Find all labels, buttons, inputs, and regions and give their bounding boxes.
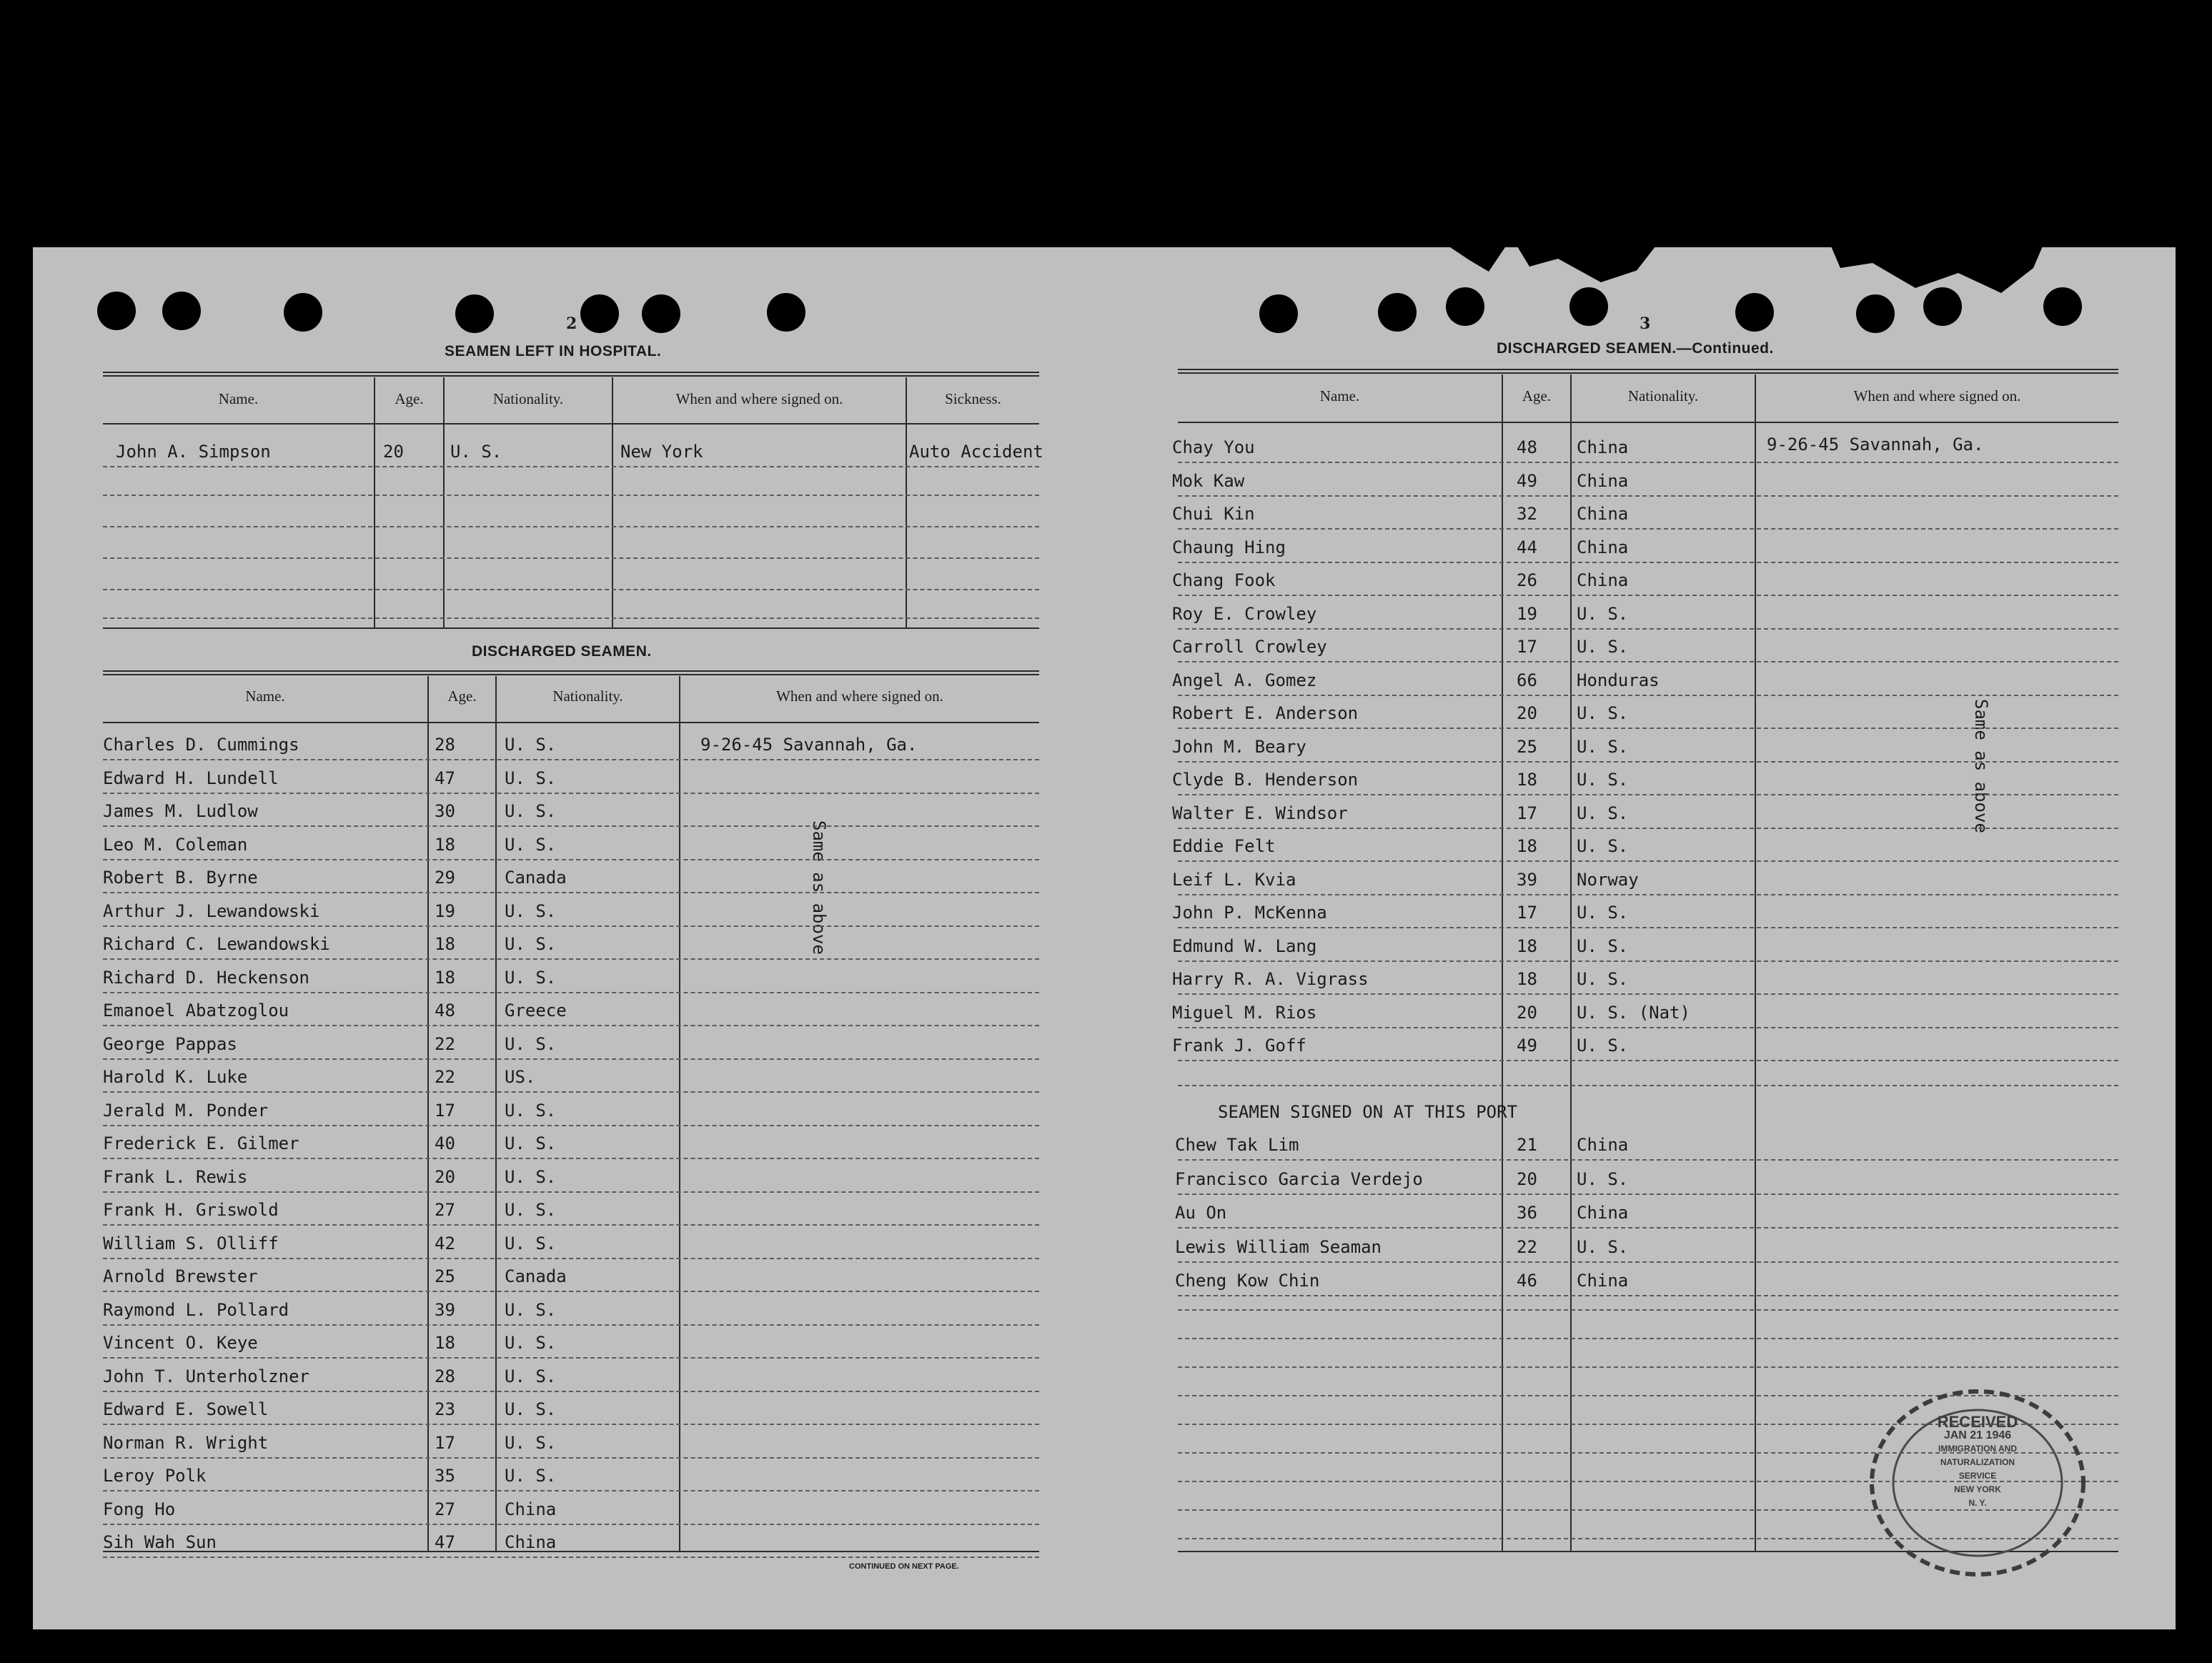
cell-name: Robert E. Anderson — [1172, 703, 1359, 723]
row-rule — [103, 1424, 1039, 1425]
continued-note: CONTINUED ON NEXT PAGE. — [849, 1562, 959, 1571]
cell-age: 17 — [1517, 803, 1537, 823]
cell-age: 27 — [435, 1499, 455, 1519]
cell-name: Richard D. Heckenson — [103, 967, 309, 988]
cell-name: John T. Unterholzner — [103, 1366, 309, 1386]
table-rule — [103, 1551, 1039, 1552]
cell-age: 28 — [435, 735, 455, 755]
cell-name: Frank J. Goff — [1172, 1036, 1306, 1056]
column-divider — [1502, 374, 1503, 1551]
cell-age: 22 — [1517, 1236, 1537, 1257]
row-rule — [103, 466, 1039, 467]
punch-hole — [580, 294, 619, 333]
cell-nationality: Canada — [505, 1266, 567, 1286]
cell-age: 49 — [1517, 1036, 1537, 1056]
cell-name: Charles D. Cummings — [103, 735, 299, 755]
row-rule — [103, 992, 1039, 993]
cell-age: 19 — [435, 900, 455, 921]
cell-nationality: U. S. — [505, 900, 557, 921]
row-rule — [103, 1224, 1039, 1226]
cell-name: Chew Tak Lim — [1175, 1135, 1299, 1155]
stamp-text: IMMIGRATION AND — [1938, 1444, 2017, 1454]
column-divider — [427, 676, 429, 1551]
cell-nationality: China — [1577, 470, 1629, 491]
cell-age: 48 — [1517, 437, 1537, 457]
row-rule — [103, 1058, 1039, 1060]
punch-hole — [767, 293, 805, 332]
cell-age: 66 — [1517, 670, 1537, 690]
table-rule — [103, 627, 1039, 629]
cell-name: Edward E. Sowell — [103, 1399, 269, 1419]
row-rule — [1178, 860, 2118, 862]
cell-name: Eddie Felt — [1172, 836, 1276, 856]
cell-age: 19 — [1517, 603, 1537, 624]
cell-name: Chang Fook — [1172, 570, 1276, 590]
row-rule — [103, 892, 1039, 893]
cell-age: 47 — [435, 768, 455, 788]
cell-name: Chui Kin — [1172, 504, 1255, 524]
column-header-nationality: Nationality. — [1627, 387, 1699, 404]
cell-nationality: U. S. — [505, 1366, 557, 1386]
row-rule — [103, 1191, 1039, 1193]
punch-hole — [1446, 287, 1484, 326]
cell-name: Angel A. Gomez — [1172, 670, 1317, 690]
row-rule — [1178, 628, 2118, 630]
row-rule — [103, 1258, 1039, 1259]
stamp-text: NEW YORK — [1954, 1484, 2001, 1494]
column-header-nationality: Nationality. — [492, 390, 564, 407]
cell-name: Lewis William Seaman — [1175, 1236, 1382, 1257]
cell-age: 20 — [1517, 1002, 1537, 1023]
cell-nationality: Honduras — [1577, 670, 1660, 690]
cell-name: Carroll Crowley — [1172, 637, 1327, 657]
cell-nationality: China — [505, 1532, 557, 1552]
row-rule — [1178, 1159, 2118, 1161]
row-rule — [1178, 562, 2118, 563]
column-header-signed-on: When and where signed on. — [776, 687, 943, 705]
cell-name: Au On — [1175, 1203, 1227, 1223]
column-header-name: Name. — [1319, 387, 1360, 404]
column-header-age: Age. — [1522, 387, 1552, 404]
cell-age: 47 — [435, 1532, 455, 1552]
cell-nationality: U. S. — [505, 1100, 557, 1121]
cell-age: 18 — [435, 934, 455, 954]
cell-name: Leroy Polk — [103, 1466, 207, 1486]
cell-name: Francisco Garcia Verdejo — [1175, 1168, 1423, 1189]
punch-hole — [2043, 287, 2082, 326]
cell-age: 29 — [435, 868, 455, 888]
hospital-section-title: SEAMEN LEFT IN HOSPITAL. — [445, 343, 662, 359]
row-rule — [1178, 794, 2118, 795]
stamp-text: SERVICE — [1958, 1471, 1997, 1481]
row-rule — [1178, 1227, 2118, 1228]
cell-age: 20 — [435, 1166, 455, 1187]
cell-name: Chay You — [1172, 437, 1255, 457]
cell-nationality: China — [1577, 1135, 1629, 1155]
row-rule — [1178, 828, 2118, 829]
row-rule — [1178, 1309, 2118, 1311]
row-rule — [1178, 1366, 2118, 1368]
cell-age: 39 — [1517, 869, 1537, 890]
cell-name: Arthur J. Lewandowski — [103, 900, 320, 921]
row-rule — [103, 925, 1039, 927]
cell-age: 22 — [435, 1033, 455, 1054]
cell-nationality: U. S. — [505, 1033, 557, 1054]
table-rule — [103, 670, 1039, 675]
row-rule — [103, 617, 1039, 619]
row-rule — [1178, 927, 2118, 928]
cell-name: George Pappas — [103, 1033, 237, 1054]
column-header-signed-on: When and where signed on. — [675, 390, 843, 407]
page-number-left: 2 — [566, 314, 577, 333]
column-divider — [1570, 374, 1572, 1551]
cell-nationality: U. S. — [1577, 969, 1629, 989]
cell-name: Arnold Brewster — [103, 1266, 258, 1286]
cell-nationality: U. S. — [505, 934, 557, 954]
row-rule — [103, 1158, 1039, 1159]
cell-name: Sih Wah Sun — [103, 1532, 217, 1552]
table-rule — [103, 372, 1039, 377]
row-rule — [103, 1557, 1039, 1558]
row-rule — [1178, 1295, 2118, 1296]
cell-age: 18 — [1517, 935, 1537, 956]
column-divider — [679, 676, 680, 1551]
cell-age: 25 — [1517, 736, 1537, 757]
punch-hole — [1923, 287, 1962, 326]
cell-name: Leo M. Coleman — [103, 834, 248, 855]
cell-nationality: U. S. — [505, 1133, 557, 1153]
received-stamp — [1867, 1386, 2088, 1579]
cell-name: Edward H. Lundell — [103, 768, 279, 788]
cell-name: Jerald M. Ponder — [103, 1100, 269, 1121]
cell-name: William S. Olliff — [103, 1233, 279, 1254]
cell-name: Frank H. Griswold — [103, 1200, 279, 1220]
cell-age: 36 — [1517, 1203, 1537, 1223]
cell-name: Roy E. Crowley — [1172, 603, 1317, 624]
cell-age: 17 — [1517, 903, 1537, 923]
cell-age: 18 — [1517, 836, 1537, 856]
cell-age: 20 — [1517, 1168, 1537, 1189]
cell-nationality: U. S. — [505, 1399, 557, 1419]
row-rule — [103, 526, 1039, 527]
table-rule — [1178, 369, 2118, 374]
row-rule — [1178, 728, 2118, 729]
row-rule — [103, 1291, 1039, 1292]
punch-hole — [162, 292, 201, 330]
cell-nationality: U. S. — [1577, 603, 1629, 624]
cell-nationality: U. S. — [505, 967, 557, 988]
cell-nationality: China — [1577, 1271, 1629, 1291]
cell-nationality: China — [1577, 437, 1629, 457]
cell-age: 46 — [1517, 1271, 1537, 1291]
stamp-text: RECEIVED — [1937, 1413, 2018, 1431]
row-rule — [103, 759, 1039, 760]
cell-age: 35 — [435, 1466, 455, 1486]
cell-nationality: U. S. — [505, 1200, 557, 1220]
cell-age: 18 — [435, 967, 455, 988]
page-number-right: 3 — [1640, 314, 1651, 333]
cell-nationality: US. — [505, 1067, 536, 1087]
table-rule — [103, 722, 1039, 723]
cell-nationality: U. S. — [1577, 1236, 1629, 1257]
column-header-sickness: Sickness. — [945, 390, 1001, 407]
row-rule — [1178, 1085, 2118, 1086]
cell-nationality: U. S. — [1577, 770, 1629, 790]
cell-name: James M. Ludlow — [103, 801, 258, 821]
cell-age: 20 — [383, 442, 404, 462]
cell-nationality: U. S. — [505, 1299, 557, 1320]
cell-nationality: China — [1577, 570, 1629, 590]
row-rule — [103, 859, 1039, 860]
cell-name: John P. McKenna — [1172, 903, 1327, 923]
cell-name: Richard C. Lewandowski — [103, 934, 330, 954]
cell-name: Frederick E. Gilmer — [103, 1133, 299, 1153]
row-rule — [1178, 595, 2118, 596]
cell-age: 18 — [1517, 770, 1537, 790]
cell-nationality: U. S. — [1577, 1168, 1629, 1189]
row-rule — [1178, 761, 2118, 763]
row-rule — [103, 1357, 1039, 1359]
punch-hole — [1259, 294, 1298, 333]
row-rule — [103, 1125, 1039, 1126]
cell-nationality: U. S. — [505, 1166, 557, 1187]
row-rule — [1178, 894, 2118, 895]
cell-name: Clyde B. Henderson — [1172, 770, 1359, 790]
cell-nationality: U. S. — [505, 1432, 557, 1453]
cell-age: 40 — [435, 1133, 455, 1153]
row-rule — [1178, 462, 2118, 463]
column-header-signed-on: When and where signed on. — [1853, 387, 2021, 404]
column-divider — [1755, 374, 1756, 1551]
cell-age: 17 — [435, 1100, 455, 1121]
punch-hole — [1856, 294, 1895, 333]
cell-nationality: U. S. — [505, 1233, 557, 1254]
cell-nationality: China — [505, 1499, 557, 1519]
cell-signed-on: New York — [620, 442, 703, 462]
row-rule — [1178, 528, 2118, 530]
row-rule — [103, 1457, 1039, 1459]
punch-hole — [642, 294, 680, 333]
cell-age: 26 — [1517, 570, 1537, 590]
cell-name: Harold K. Luke — [103, 1067, 248, 1087]
row-rule — [103, 1025, 1039, 1026]
table-rule — [103, 423, 1039, 425]
cell-nationality: U. S. — [1577, 703, 1629, 723]
row-rule — [1178, 661, 2118, 662]
cell-age: 18 — [435, 1333, 455, 1353]
cell-sickness: Auto Accident — [909, 442, 1043, 462]
cell-age: 28 — [435, 1366, 455, 1386]
signed-on-value: 9-26-45 Savannah, Ga. — [1767, 435, 1984, 455]
row-rule — [1178, 993, 2118, 995]
cell-name: Chaung Hing — [1172, 537, 1286, 557]
cell-nationality: U. S. — [505, 801, 557, 821]
cell-nationality: Norway — [1577, 869, 1639, 890]
cell-nationality: U. S. — [1577, 836, 1629, 856]
cell-name: Frank L. Rewis — [103, 1166, 248, 1187]
same-as-above-note: Same as above — [809, 820, 829, 955]
row-rule — [103, 1091, 1039, 1093]
cell-nationality: U. S. — [505, 834, 557, 855]
cell-age: 39 — [435, 1299, 455, 1320]
cell-nationality: Canada — [505, 868, 567, 888]
cell-nationality: U. S. — [450, 442, 502, 462]
discharged-section-title: DISCHARGED SEAMEN. — [472, 643, 652, 660]
row-rule — [103, 1391, 1039, 1392]
row-rule — [1178, 1261, 2118, 1263]
punch-hole — [97, 292, 136, 330]
cell-name: Leif L. Kvia — [1172, 869, 1296, 890]
column-header-name: Name. — [245, 687, 285, 705]
cell-nationality: Greece — [505, 1001, 567, 1021]
cell-age: 32 — [1517, 504, 1537, 524]
column-header-nationality: Nationality. — [552, 687, 623, 705]
cell-nationality: U. S. (Nat) — [1577, 1002, 1690, 1023]
cell-nationality: China — [1577, 537, 1629, 557]
cell-age: 25 — [435, 1266, 455, 1286]
cell-age: 18 — [1517, 969, 1537, 989]
punch-hole — [1569, 287, 1608, 326]
stamp-text: N. Y. — [1968, 1498, 1987, 1508]
punch-hole — [284, 293, 322, 332]
cell-age: 30 — [435, 801, 455, 821]
cell-name: Walter E. Windsor — [1172, 803, 1348, 823]
cell-name: Miguel M. Rios — [1172, 1002, 1317, 1023]
punch-hole — [455, 294, 494, 333]
cell-nationality: U. S. — [505, 1466, 557, 1486]
cell-name: Raymond L. Pollard — [103, 1299, 289, 1320]
cell-name: Cheng Kow Chin — [1175, 1271, 1320, 1291]
discharged-continued-title: DISCHARGED SEAMEN.—Continued. — [1497, 340, 1774, 357]
table-rule — [1178, 422, 2118, 423]
cell-age: 23 — [435, 1399, 455, 1419]
cell-age: 49 — [1517, 470, 1537, 491]
cell-name: Vincent O. Keye — [103, 1333, 258, 1353]
cell-nationality: U. S. — [505, 768, 557, 788]
cell-nationality: U. S. — [1577, 903, 1629, 923]
cell-nationality: China — [1577, 1203, 1629, 1223]
stamp-text: JAN 21 1946 — [1943, 1429, 2012, 1441]
cell-name: Edmund W. Lang — [1172, 935, 1317, 956]
row-rule — [103, 1524, 1039, 1525]
column-header-name: Name. — [218, 390, 259, 407]
cell-age: 44 — [1517, 537, 1537, 557]
punch-hole — [1735, 293, 1774, 332]
cell-nationality: U. S. — [505, 735, 557, 755]
cell-name: John M. Beary — [1172, 736, 1306, 757]
row-rule — [103, 825, 1039, 827]
cell-name: Mok Kaw — [1172, 470, 1245, 491]
stamp-text: NATURALIZATION — [1940, 1457, 2015, 1467]
cell-nationality: U. S. — [1577, 1036, 1629, 1056]
cell-nationality: U. S. — [1577, 637, 1629, 657]
cell-nationality: U. S. — [1577, 935, 1629, 956]
cell-age: 48 — [435, 1001, 455, 1021]
cell-name: Harry R. A. Vigrass — [1172, 969, 1369, 989]
signed-on-value: 9-26-45 Savannah, Ga. — [700, 735, 918, 755]
row-rule — [1178, 495, 2118, 497]
cell-age: 17 — [1517, 637, 1537, 657]
cell-name: Norman R. Wright — [103, 1432, 269, 1453]
cell-age: 21 — [1517, 1135, 1537, 1155]
cell-age: 17 — [435, 1432, 455, 1453]
row-rule — [103, 495, 1039, 496]
column-divider — [495, 676, 497, 1551]
cell-age: 18 — [435, 834, 455, 855]
row-rule — [1178, 1338, 2118, 1339]
cell-name: John A. Simpson — [116, 442, 271, 462]
cell-age: 27 — [435, 1200, 455, 1220]
cell-age: 42 — [435, 1233, 455, 1254]
row-rule — [1178, 1193, 2118, 1195]
row-rule — [103, 958, 1039, 960]
row-rule — [1178, 1060, 2118, 1061]
cell-nationality: China — [1577, 504, 1629, 524]
same-as-above-note: Same as above — [1971, 699, 1991, 833]
row-rule — [103, 1490, 1039, 1491]
row-rule — [103, 793, 1039, 794]
row-rule — [103, 589, 1039, 590]
cell-age: 20 — [1517, 703, 1537, 723]
row-rule — [1178, 960, 2118, 962]
punch-hole — [1378, 293, 1417, 332]
row-rule — [103, 557, 1039, 559]
cell-nationality: U. S. — [505, 1333, 557, 1353]
cell-name: Fong Ho — [103, 1499, 176, 1519]
cell-age: 22 — [435, 1067, 455, 1087]
column-header-age: Age. — [447, 687, 477, 705]
row-rule — [103, 1324, 1039, 1326]
row-rule — [1178, 1027, 2118, 1028]
cell-name: Robert B. Byrne — [103, 868, 258, 888]
cell-name: Emanoel Abatzoglou — [103, 1001, 289, 1021]
signed-port-heading: SEAMEN SIGNED ON AT THIS PORT — [1218, 1102, 1518, 1122]
cell-nationality: U. S. — [1577, 803, 1629, 823]
column-header-age: Age. — [395, 390, 424, 407]
cell-nationality: U. S. — [1577, 736, 1629, 757]
row-rule — [1178, 695, 2118, 696]
